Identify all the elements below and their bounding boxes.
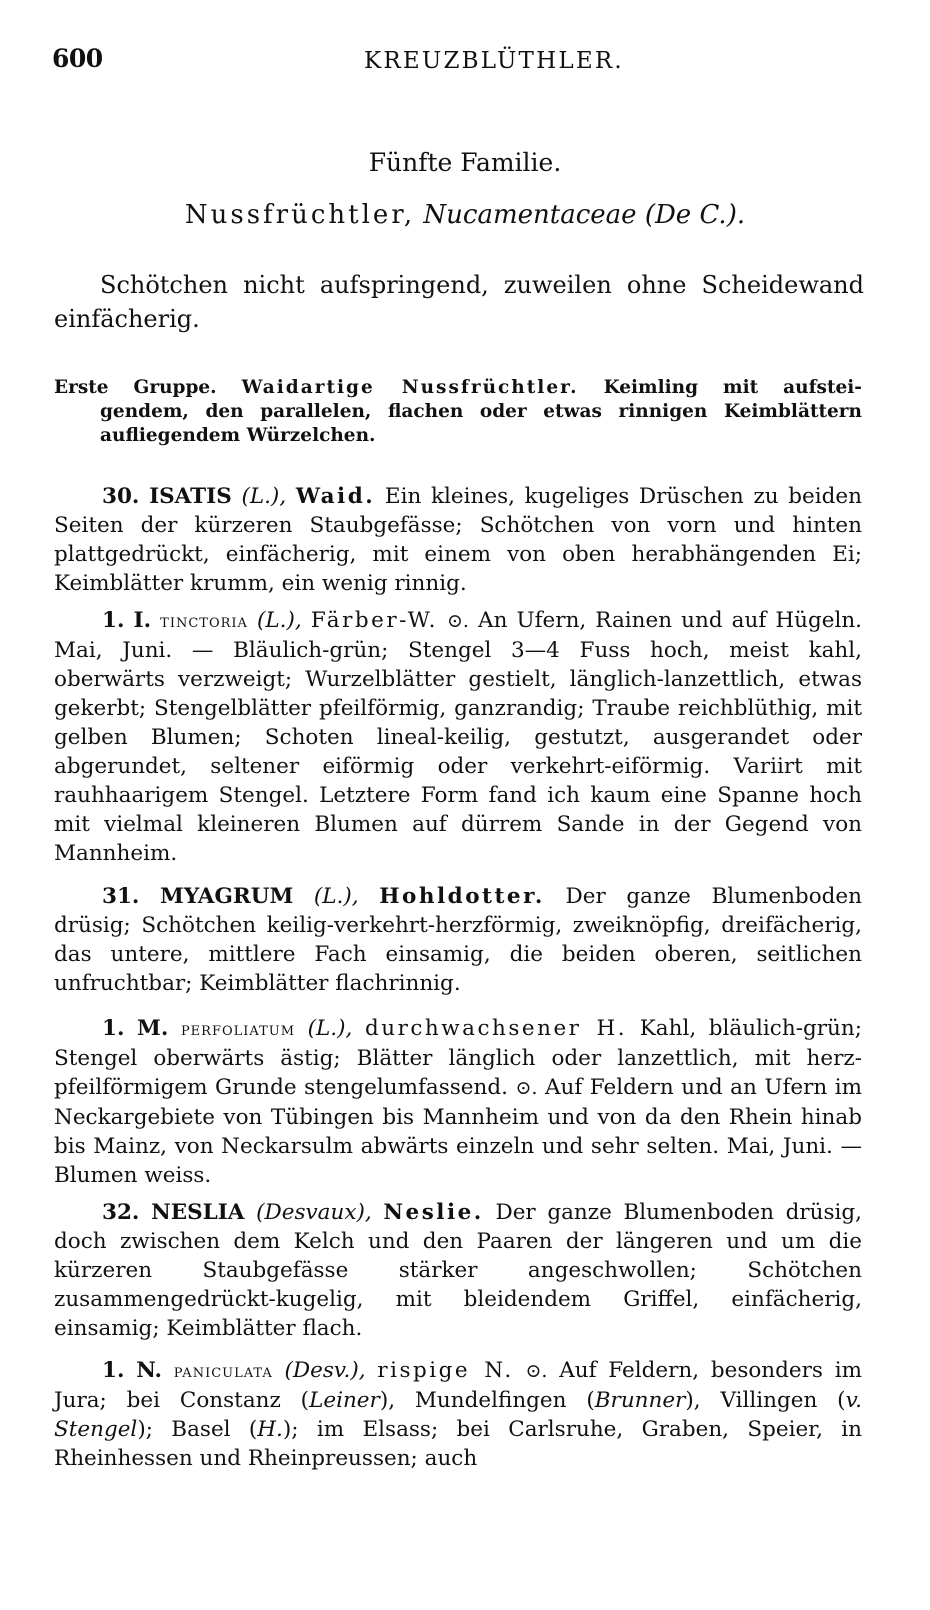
group-label: Erste Gruppe. <box>54 377 217 398</box>
group-heading <box>54 376 862 448</box>
page-number: 600 <box>52 44 103 73</box>
species-authority: (Desv.), <box>284 1358 366 1383</box>
running-head: KREUZBLÜTHLER. <box>364 48 624 74</box>
genus-authority: (Desvaux), <box>256 1200 372 1225</box>
page-header <box>52 44 862 84</box>
genus-name: NESLIA <box>151 1200 245 1225</box>
group-text-rest: gendem, den parallelen, flachen oder etwas rinnigen Keimblättern aufliegendem Würzelchen. <box>100 401 862 446</box>
collector-reference: H. <box>257 1417 283 1442</box>
annual-symbol: ⊙. <box>515 1077 538 1099</box>
species-isatis-tinctoria <box>54 606 862 868</box>
genus-description: Der ganze Blumenboden drüsig, doch zwischen dem Kelch und den Paaren der längeren und um die kürzeren Staubgefässe stärker angeschwollen; Schötchen zusammengedrückt-kugelig, mit bleidendem Griffel, einfächerig, einsamig; Keimblätter flach. <box>54 1200 863 1341</box>
genus-authority: (L.), <box>313 884 359 909</box>
family-description: Schötchen nicht aufspringend, zuweilen ohne Scheidewand einfächerig. <box>54 271 864 333</box>
species-epithet: tinctoria <box>160 611 248 632</box>
collector-reference: Brunner <box>594 1388 686 1413</box>
species-epithet: perfoliatum <box>180 1019 296 1040</box>
species-text-c: ), Villingen ( <box>685 1388 846 1413</box>
species-genus-abbr: M. <box>137 1016 169 1041</box>
genus-description: Der ganze Blumenboden drüsig; Schötchen keilig-verkehrt-herzförmig, zweiknöpfig, dreifächerig, das untere, mittlere Fach einsamig, die beiden oberen, seitlichen unfruchtbar; Keimblätter flachrinnig. <box>54 884 862 996</box>
annual-symbol: ⊙. <box>447 610 469 632</box>
species-common-name: Färber-W. <box>310 608 438 633</box>
family-latin-name: Nucamentaceae (De C.). <box>423 200 746 230</box>
species-number: 1. <box>102 1016 125 1041</box>
collector-reference: Leiner <box>309 1388 380 1413</box>
genus-number: 31. <box>102 884 140 909</box>
genus-number: 30. <box>102 484 140 509</box>
species-common-name: durchwachsener H. <box>364 1016 628 1041</box>
genus-authority: (L.), <box>241 484 287 509</box>
group-first-line <box>54 376 862 400</box>
group-name: Waidartige Nussfrüchtler. <box>241 377 579 398</box>
genus-name: MYAGRUM <box>160 884 294 909</box>
genus-number: 32. <box>102 1200 140 1225</box>
genus-isatis <box>54 482 862 598</box>
family-name: Nussfrüchtler, <box>184 200 416 230</box>
genus-neslia <box>54 1198 862 1343</box>
species-authority: (L.), <box>257 608 302 633</box>
collector-reference: v. Stengel <box>54 1388 862 1442</box>
species-text-a: Auf Feldern, besonders im Jura; bei Constanz ( <box>54 1358 862 1413</box>
species-description: Auf Feldern und an Ufern im Neckargebiete von Tübingen bis Mannheim und von da den Rhein hinab bis Mainz, von Neckarsulm abwärts einzeln und sehr selten. Mai, Juni. — Blumen weiss. <box>54 1075 862 1188</box>
species-text-b: ), Mundelfingen ( <box>379 1388 595 1413</box>
species-common-name: rispige N. <box>377 1358 514 1383</box>
species-myagrum-perfoliatum <box>54 1014 862 1190</box>
species-number: 1. <box>102 1358 125 1383</box>
group-text-line1: Keimling mit aufstei- <box>603 377 862 398</box>
species-neslia-paniculata <box>54 1356 862 1473</box>
species-text-d: ); Basel ( <box>137 1417 258 1442</box>
genus-myagrum <box>54 882 862 998</box>
annual-symbol: ⊙. <box>525 1360 548 1382</box>
genus-common-name: Neslie. <box>383 1200 484 1225</box>
species-description: An Ufern, Rainen und auf Hügeln. Mai, Juni. — Bläulich-grün; Stengel 3—4 Fuss hoch, meist kahl, oberwärts verzweigt; Wurzelblätter gestielt, länglich-lanzettlich, etwas gekerbt; Stengelblätter pfeilförmig, ganzrandig; Traube reichblüthig, mit gelben Blumen; Schoten lineal-keilig, gestutzt, ausgerandet oder abgerundet, seltener eiförmig oder verkehrt-eiförmig. Variirt mit rauhhaarigem Stengel. Letztere Form fand ich kaum eine Spanne hoch mit vielmal kleineren Blumen auf dürrem Sande in der Gegend von Mannheim. <box>54 608 863 866</box>
species-genus-abbr: I. <box>133 608 152 633</box>
genus-name: ISATIS <box>149 484 232 509</box>
genus-common-name: Hohldotter. <box>379 884 545 909</box>
family-name-line <box>0 200 930 230</box>
genus-common-name: Waid. <box>295 484 376 509</box>
species-description-before: Kahl, bläulich-grün; Stengel oberwärts ästig; Blätter länglich oder lanzettlich, mit herz-pfeilförmigem Grunde stengelumfassend. <box>54 1016 862 1100</box>
species-number: 1. <box>102 608 125 633</box>
family-title: Fünfte Familie. <box>368 148 562 177</box>
species-genus-abbr: N. <box>136 1358 162 1383</box>
species-authority: (L.), <box>307 1016 353 1041</box>
species-text-e: ); im Elsass; bei Carlsruhe, Graben, Speier, in Rheinhessen und Rheinpreussen; auch <box>54 1417 862 1471</box>
genus-description: Ein kleines, kugeliges Drüschen zu beiden Seiten der kürzeren Staubgefässe; Schötchen von vorn und hinten plattgedrückt, einfächerig, mit einem von oben herabhängenden Ei; Keimblätter krumm, ein wenig rinnig. <box>54 484 862 596</box>
species-epithet: paniculata <box>173 1361 273 1382</box>
